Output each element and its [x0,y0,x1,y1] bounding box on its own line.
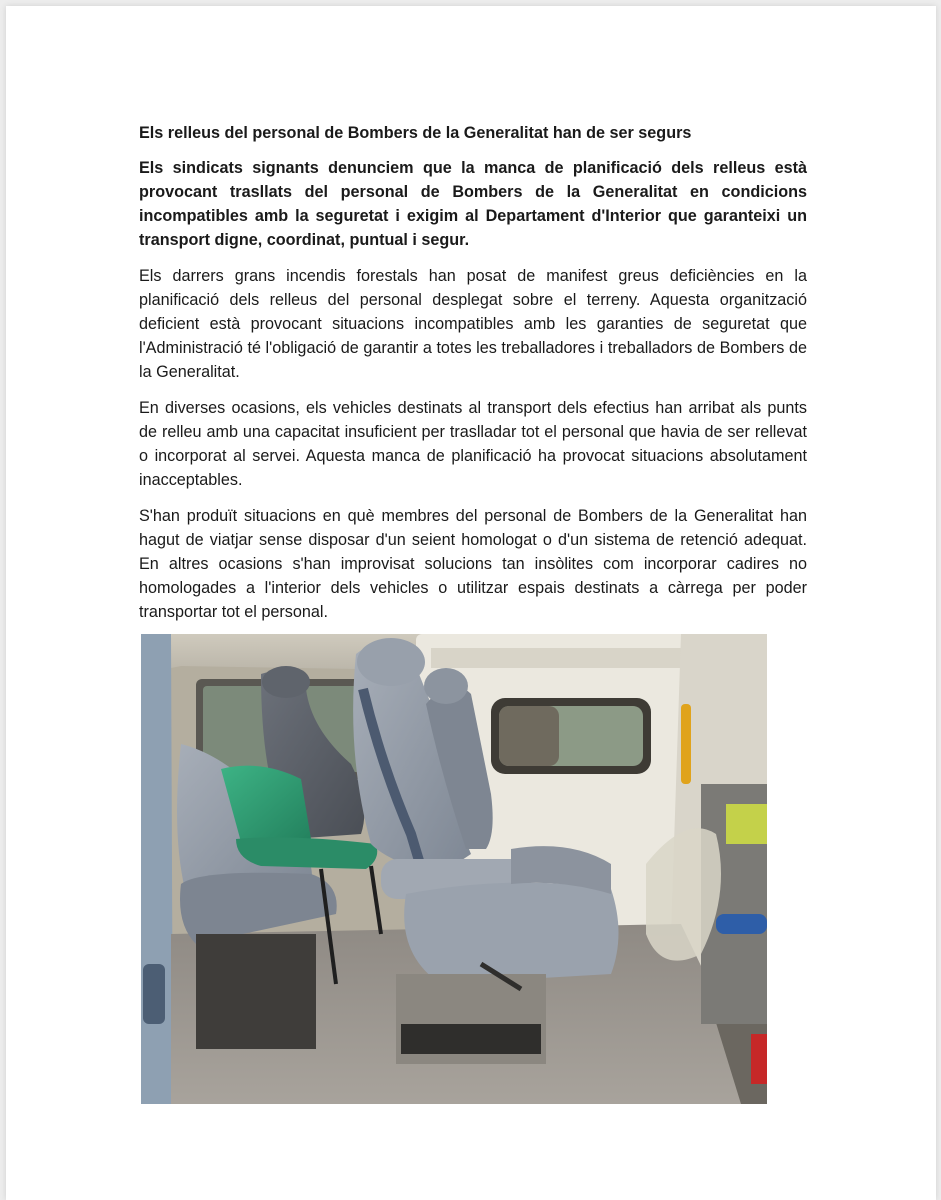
left-seat-base [196,934,316,1049]
document-title: Els relleus del personal de Bombers de la Generalitat han de ser segurs [139,124,692,142]
body-paragraph-1: Els darrers grans incendis forestals han posat de manifest greus deficiències en la planificació dels relleus del personal desplegat sobre el terreny. Aquesta organització deficient està provocant situacions incompatibles amb les garanties de seguretat que l'Administració té l'obligació de garantir a totes les treballadores i treballadors de Bombers de la Generalitat. [139,267,807,381]
blue-tube [716,914,767,934]
body-paragraph-3: S'han produït situacions en què membres del personal de Bombers de la Generalitat han hagut de viatjar sense disposar d'un seient homologat o d'un sistema de retenció adequat. En altres ocasions s'han improvisat solucions tan insòlites com incorporar cadires no homologades a l'interior dels vehicles o utilitzar espais destinats a càrrega per poder transportar tot el personal. [139,507,807,621]
document-body [139,121,807,636]
center-headrest [357,638,425,686]
van-interior-photo [141,634,767,1104]
door-frame [141,634,173,1104]
lead-paragraph: Els sindicats signants denunciem que la manca de planificació dels relleus està provocant trasllats del personal de Bombers de la Generalitat en condicions incompatibles amb la seguretat i exigim al Departament d'Interior que garanteixi un transport digne, coordinat, puntual i segur. [139,159,807,249]
body-paragraph-2: En diverses ocasions, els vehicles destinats al transport dels efectius han arribat als punts de relleu amb una capacitat insuficient per traslladar tot el personal que havia de ser rellevat o incorporat al servei. Aquesta manca de planificació ha provocat situacions absolutament inacceptables. [139,399,807,489]
green-chair-seat [236,837,377,869]
center-seat-cushion [404,883,618,984]
grab-handle [681,704,691,784]
